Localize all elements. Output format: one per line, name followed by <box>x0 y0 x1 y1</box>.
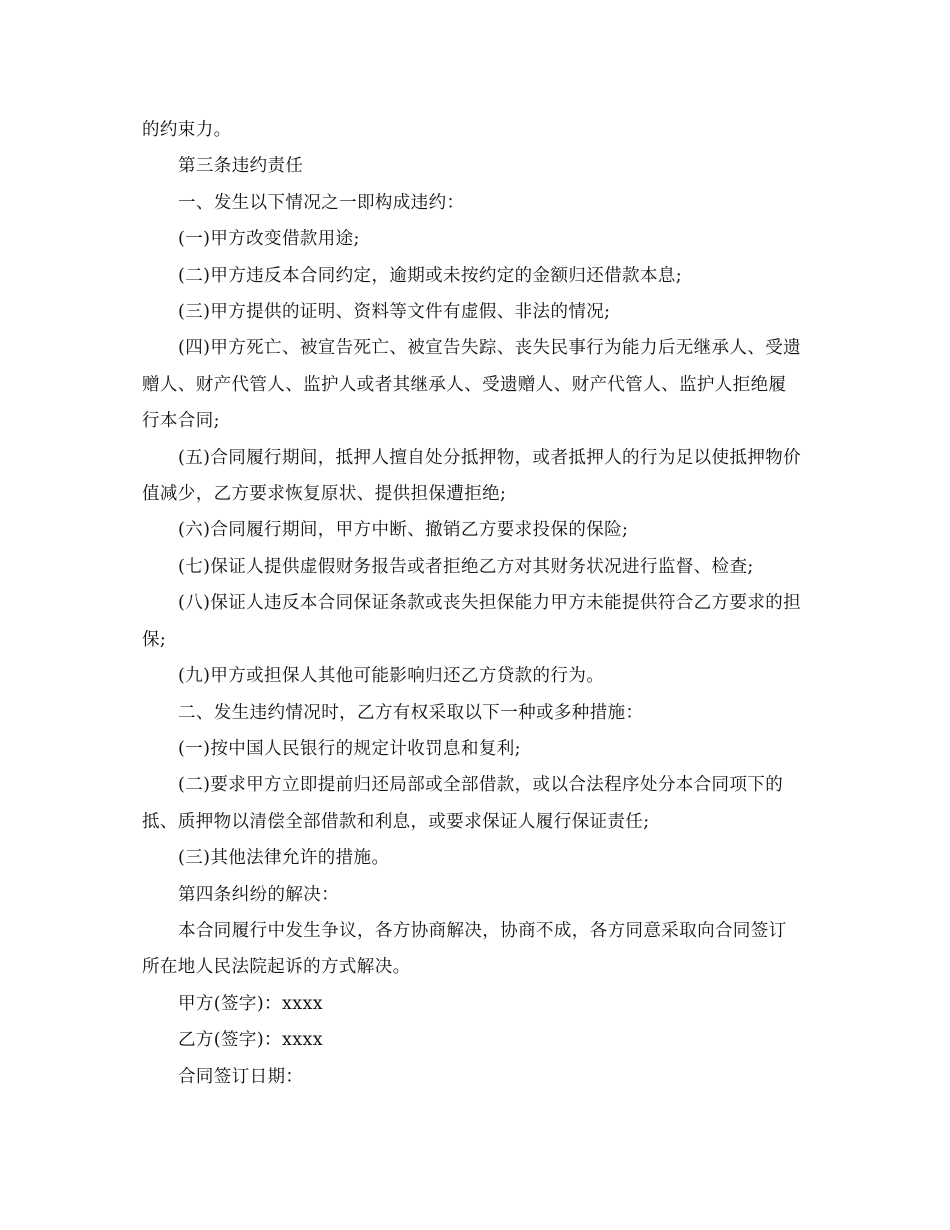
list-item: (二)甲方违反本合同约定，逾期或未按约定的金额归还借款本息; <box>178 265 683 286</box>
paragraph: 的约束力。 <box>142 120 232 140</box>
list-item: (八)保证人违反本合同保证条款或丧失担保能力甲方未能提供符合乙方要求的担保; <box>142 593 802 650</box>
section-heading-article-3: 第三条违约责任 <box>178 156 304 177</box>
list-item: (二)要求甲方立即提前归还局部或全部借款，或以合法程序处分本合同项下的抵、质押物以清偿全部借款和利息，或要求保证人履行保证责任; <box>142 775 784 832</box>
list-item: (七)保证人提供虚假财务报告或者拒绝乙方对其财务状况进行监督、检查; <box>178 556 754 577</box>
list-item: (五)合同履行期间，抵押人擅自处分抵押物，或者抵押人的行为足以使抵押物价值减少，乙方要求恢复原状、提供担保遭拒绝; <box>142 447 802 505</box>
list-item: (三)其他法律允许的措施。 <box>178 848 390 869</box>
party-b-signature-line: 乙方(签字)：xxxx <box>178 1030 324 1051</box>
list-item: (四)甲方死亡、被宣告死亡、被宣告失踪、丧失民事行为能力后无继承人、受遗赠人、财产代管人、监护人或者其继承人、受遗赠人、财产代管人、监护人拒绝履行本合同; <box>142 338 802 432</box>
list-item: (六)合同履行期间，甲方中断、撤销乙方要求投保的保险; <box>178 520 629 541</box>
list-item: (三)甲方提供的证明、资料等文件有虚假、非法的情况; <box>178 302 611 323</box>
party-a-signature-line: 甲方(签字)：xxxx <box>178 993 324 1014</box>
paragraph: 本合同履行中发生争议，各方协商解决，协商不成，各方同意采取向合同签订所在地人民法院起诉的方式解决。 <box>142 920 787 978</box>
list-item: (一)甲方改变借款用途; <box>178 229 360 250</box>
document-body <box>142 112 802 1095</box>
paragraph: 一、发生以下情况之一即构成违约： <box>178 192 465 213</box>
section-heading-article-4: 第四条纠纷的解决： <box>178 884 340 905</box>
contract-date-line: 合同签订日期： <box>178 1066 304 1087</box>
paragraph: 二、发生违约情况时，乙方有权采取以下一种或多种措施： <box>178 702 644 723</box>
list-item: (九)甲方或担保人其他可能影响归还乙方贷款的行为。 <box>178 666 605 687</box>
list-item: (一)按中国人民银行的规定计收罚息和复利; <box>178 738 521 759</box>
